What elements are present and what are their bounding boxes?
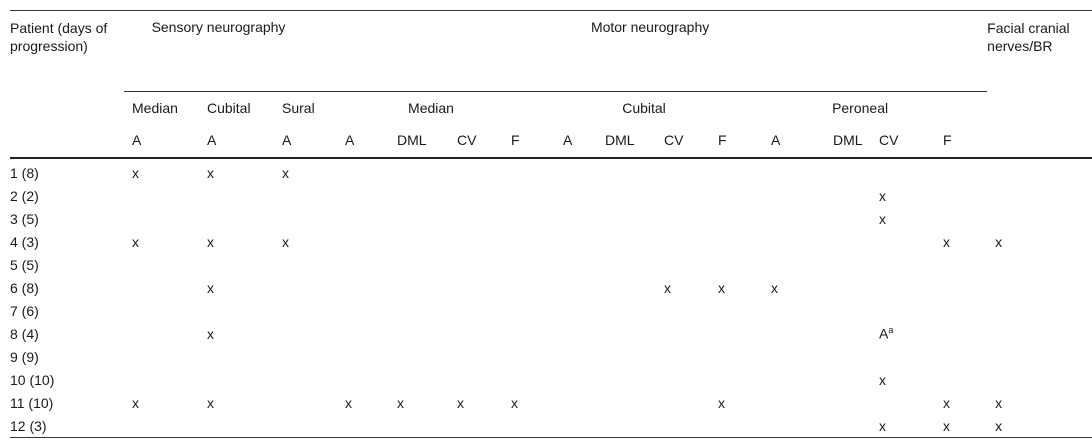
value-cell — [763, 299, 825, 322]
cell-value: x — [664, 279, 671, 296]
value-cell — [656, 184, 710, 207]
column-label: A — [563, 132, 573, 148]
table-row — [10, 299, 1092, 322]
value-cell — [710, 276, 763, 299]
value-cell — [825, 345, 871, 368]
value-cell — [199, 368, 274, 391]
value-cell — [597, 391, 656, 414]
value-cell — [124, 391, 199, 414]
value-cell — [987, 253, 1092, 276]
value-cell — [935, 184, 987, 207]
value-cell — [597, 184, 656, 207]
value-cell — [274, 276, 337, 299]
value-cell — [555, 158, 597, 184]
value-cell — [871, 391, 935, 414]
value-cell — [871, 184, 935, 207]
value-cell — [274, 322, 337, 345]
column-label: CV — [457, 132, 477, 148]
cell-value: x — [132, 164, 139, 181]
value-cell — [337, 207, 389, 230]
value-cell — [124, 368, 199, 391]
value-cell — [503, 299, 555, 322]
value-cell — [274, 345, 337, 368]
value-cell — [124, 158, 199, 184]
value-cell — [763, 414, 825, 438]
value-cell — [871, 345, 935, 368]
value-cell — [987, 414, 1092, 438]
value-cell — [389, 230, 449, 253]
value-cell — [199, 299, 274, 322]
value-cell — [555, 345, 597, 368]
value-cell — [274, 230, 337, 253]
cell-value: x — [132, 394, 139, 411]
value-cell — [987, 230, 1092, 253]
value-cell — [656, 299, 710, 322]
column-label: F — [718, 132, 727, 148]
motor-cubital-label: Cubital — [622, 100, 666, 116]
value-cell — [389, 391, 449, 414]
value-cell — [597, 253, 656, 276]
value-cell — [274, 207, 337, 230]
value-cell — [199, 230, 274, 253]
value-cell — [597, 207, 656, 230]
value-cell — [763, 158, 825, 184]
value-cell — [337, 414, 389, 438]
patient-cell: 6 (8) — [10, 279, 39, 296]
cell-value: x — [943, 417, 950, 434]
value-cell — [656, 276, 710, 299]
value-cell — [389, 276, 449, 299]
cell-value: x — [943, 233, 950, 250]
value-cell — [871, 299, 935, 322]
column-label: A — [282, 132, 292, 148]
value-cell — [199, 322, 274, 345]
value-cell — [656, 345, 710, 368]
table-row — [10, 391, 1092, 414]
value-cell — [274, 253, 337, 276]
value-cell — [763, 345, 825, 368]
value-cell — [987, 391, 1092, 414]
value-cell — [763, 391, 825, 414]
value-cell — [710, 391, 763, 414]
value-cell — [503, 322, 555, 345]
value-cell — [825, 230, 871, 253]
value-cell — [935, 276, 987, 299]
patient-cell: 1 (8) — [10, 164, 39, 181]
value-cell — [124, 299, 199, 322]
subheader-sensory-median: Median — [124, 92, 199, 125]
patient-cell: 11 (10) — [10, 394, 54, 411]
value-cell — [503, 276, 555, 299]
column-label: CV — [879, 132, 899, 148]
table-row — [10, 184, 1092, 207]
value-cell — [337, 299, 389, 322]
cell-value: x — [397, 394, 404, 411]
value-cell — [710, 158, 763, 184]
value-cell — [987, 299, 1092, 322]
value-cell — [597, 414, 656, 438]
value-cell — [274, 368, 337, 391]
value-cell — [555, 253, 597, 276]
table-row — [10, 345, 1092, 368]
value-cell — [656, 368, 710, 391]
value-cell — [555, 414, 597, 438]
value-cell — [987, 322, 1092, 345]
value-cell — [656, 322, 710, 345]
column-label: F — [943, 132, 952, 148]
value-cell — [935, 345, 987, 368]
motor-median-label: Median — [408, 100, 454, 116]
value-cell — [763, 368, 825, 391]
value-cell — [449, 184, 503, 207]
value-cell — [449, 345, 503, 368]
cell-value: x — [879, 371, 886, 388]
value-cell — [871, 207, 935, 230]
table-row — [10, 322, 1092, 345]
value-cell — [199, 414, 274, 438]
value-cell — [124, 322, 199, 345]
value-cell — [987, 158, 1092, 184]
cell-value: x — [771, 279, 778, 296]
patient-header-label: Patient (days of progression) — [10, 20, 108, 54]
value-cell — [825, 299, 871, 322]
value-cell — [710, 414, 763, 438]
footnote-mark: a — [888, 325, 894, 336]
value-cell — [449, 158, 503, 184]
column-label: DML — [833, 132, 863, 148]
value-cell — [597, 230, 656, 253]
patient-cell: 10 (10) — [10, 371, 55, 388]
cell-value: x — [132, 233, 139, 250]
value-cell — [337, 184, 389, 207]
value-cell — [199, 253, 274, 276]
value-cell — [987, 207, 1092, 230]
value-cell — [935, 299, 987, 322]
patient-cell: 3 (5) — [10, 210, 39, 227]
value-cell — [825, 414, 871, 438]
value-cell — [656, 207, 710, 230]
value-cell — [935, 253, 987, 276]
value-cell — [449, 414, 503, 438]
cell-value: x — [511, 394, 518, 411]
value-cell — [337, 253, 389, 276]
value-cell — [987, 368, 1092, 391]
value-cell — [555, 230, 597, 253]
value-cell — [389, 158, 449, 184]
cell-value: x — [345, 394, 352, 411]
table-body — [10, 158, 1092, 438]
value-cell — [449, 391, 503, 414]
subheader-motor-median — [337, 92, 555, 125]
value-cell — [935, 368, 987, 391]
value-cell — [555, 322, 597, 345]
cell-value: x — [943, 394, 950, 411]
value-cell — [710, 230, 763, 253]
value-cell — [124, 276, 199, 299]
value-cell — [274, 414, 337, 438]
value-cell — [710, 184, 763, 207]
value-cell — [449, 276, 503, 299]
value-cell — [935, 230, 987, 253]
value-cell — [337, 368, 389, 391]
column-label: A — [132, 132, 142, 148]
value-cell — [825, 253, 871, 276]
value-cell — [503, 368, 555, 391]
value-cell — [124, 207, 199, 230]
value-cell — [710, 253, 763, 276]
value-cell — [710, 322, 763, 345]
value-cell — [199, 391, 274, 414]
value-cell — [935, 391, 987, 414]
table-row — [10, 276, 1092, 299]
cell-value: x — [282, 233, 289, 250]
patient-cell: 4 (3) — [10, 233, 39, 250]
value-cell — [825, 322, 871, 345]
value-cell — [337, 345, 389, 368]
facial-header-label: Facial cranial nerves/BR — [987, 20, 1070, 54]
value-cell — [503, 207, 555, 230]
cell-value: x — [995, 394, 1003, 411]
value-cell — [871, 276, 935, 299]
value-cell — [124, 414, 199, 438]
cell-value: x — [207, 394, 214, 411]
value-cell — [597, 299, 656, 322]
value-cell — [555, 368, 597, 391]
value-cell — [987, 276, 1092, 299]
value-cell — [763, 207, 825, 230]
value-cell — [337, 322, 389, 345]
cell-value: x — [879, 210, 886, 227]
value-cell — [597, 158, 656, 184]
value-cell — [825, 276, 871, 299]
value-cell — [124, 184, 199, 207]
column-label: DML — [605, 132, 635, 148]
value-cell — [389, 299, 449, 322]
value-cell — [124, 253, 199, 276]
patient-cell: 9 (9) — [10, 348, 39, 365]
value-cell — [449, 322, 503, 345]
value-cell — [503, 230, 555, 253]
value-cell — [597, 276, 656, 299]
value-cell — [987, 345, 1092, 368]
cell-value: x — [995, 233, 1003, 250]
value-cell — [337, 230, 389, 253]
cell-value: x — [282, 164, 289, 181]
motor-peroneal-label: Peroneal — [832, 100, 889, 116]
value-cell — [825, 368, 871, 391]
value-cell — [449, 230, 503, 253]
value-cell — [656, 391, 710, 414]
value-cell — [503, 391, 555, 414]
value-cell — [124, 230, 199, 253]
value-cell — [389, 414, 449, 438]
value-cell — [656, 253, 710, 276]
value-cell — [503, 184, 555, 207]
column-label: CV — [664, 132, 684, 148]
value-cell — [274, 299, 337, 322]
value-cell — [935, 322, 987, 345]
value-cell — [555, 184, 597, 207]
column-label: F — [511, 132, 520, 148]
value-cell — [555, 207, 597, 230]
subheader-sensory-cubital: Cubital — [199, 92, 274, 125]
value-cell — [555, 299, 597, 322]
cell-value: x — [457, 394, 464, 411]
value-cell — [449, 207, 503, 230]
value-cell — [871, 253, 935, 276]
value-cell — [597, 345, 656, 368]
value-cell — [389, 322, 449, 345]
value-cell — [555, 276, 597, 299]
value-cell — [199, 276, 274, 299]
value-cell — [871, 230, 935, 253]
cell-value: x — [207, 233, 214, 250]
cell-value: x — [879, 187, 886, 204]
value-cell — [763, 276, 825, 299]
col-header-sensory: Sensory neurography — [151, 19, 286, 35]
value-cell — [871, 414, 935, 438]
value-cell — [274, 158, 337, 184]
value-cell — [124, 345, 199, 368]
value-cell — [555, 391, 597, 414]
value-cell — [449, 253, 503, 276]
table-row — [10, 158, 1092, 184]
value-cell — [987, 184, 1092, 207]
column-labels-row — [10, 124, 1092, 156]
cell-value: x — [718, 279, 725, 296]
value-cell — [871, 322, 935, 345]
value-cell — [656, 414, 710, 438]
value-cell — [656, 158, 710, 184]
table-row — [10, 230, 1092, 253]
value-cell — [503, 158, 555, 184]
value-cell — [503, 414, 555, 438]
cell-value: x — [207, 279, 214, 296]
table-row — [10, 368, 1092, 391]
value-cell — [389, 207, 449, 230]
value-cell — [710, 207, 763, 230]
value-cell — [389, 253, 449, 276]
subheader-sensory-sural: Sural — [274, 92, 337, 125]
value-cell — [337, 158, 389, 184]
cell-value: A — [879, 325, 889, 342]
value-cell — [449, 299, 503, 322]
table-row — [10, 207, 1092, 230]
col-header-facial — [987, 11, 1092, 157]
column-label: DML — [397, 132, 427, 148]
value-cell — [935, 414, 987, 438]
value-cell — [274, 184, 337, 207]
value-cell — [710, 299, 763, 322]
value-cell — [763, 322, 825, 345]
column-label: A — [345, 132, 355, 148]
patient-cell: 7 (6) — [10, 302, 39, 319]
value-cell — [389, 345, 449, 368]
column-label: A — [207, 132, 217, 148]
neurography-table — [10, 10, 1092, 438]
value-cell — [935, 207, 987, 230]
value-cell — [656, 230, 710, 253]
value-cell — [199, 207, 274, 230]
col-header-motor: Motor neurography — [590, 19, 710, 35]
patient-cell: 2 (2) — [10, 187, 39, 204]
value-cell — [597, 368, 656, 391]
value-cell — [825, 158, 871, 184]
table-row — [10, 253, 1092, 276]
value-cell — [825, 391, 871, 414]
column-label: A — [771, 132, 781, 148]
value-cell — [825, 207, 871, 230]
patient-cell: 8 (4) — [10, 325, 39, 342]
value-cell — [710, 368, 763, 391]
value-cell — [389, 368, 449, 391]
col-header-patient — [10, 11, 124, 157]
value-cell — [389, 184, 449, 207]
patient-cell: 12 (3) — [10, 414, 124, 438]
value-cell — [503, 253, 555, 276]
cell-value: x — [718, 394, 725, 411]
value-cell — [871, 158, 935, 184]
subheader-motor-cubital — [555, 92, 763, 125]
value-cell — [763, 184, 825, 207]
cell-value: x — [207, 325, 214, 342]
cell-value: x — [207, 164, 214, 181]
value-cell — [337, 391, 389, 414]
value-cell — [199, 158, 274, 184]
value-cell — [871, 368, 935, 391]
value-cell — [503, 345, 555, 368]
value-cell — [199, 184, 274, 207]
value-cell — [935, 158, 987, 184]
value-cell — [449, 368, 503, 391]
patient-cell: 5 (5) — [10, 256, 39, 273]
value-cell — [710, 345, 763, 368]
value-cell — [199, 345, 274, 368]
value-cell — [763, 230, 825, 253]
value-cell — [763, 253, 825, 276]
subheader-motor-peroneal — [763, 92, 987, 125]
value-cell — [337, 276, 389, 299]
value-cell — [274, 391, 337, 414]
cell-value: x — [995, 417, 1003, 434]
value-cell — [597, 322, 656, 345]
value-cell — [825, 184, 871, 207]
cell-value: x — [879, 417, 886, 434]
table-row — [10, 414, 1092, 438]
